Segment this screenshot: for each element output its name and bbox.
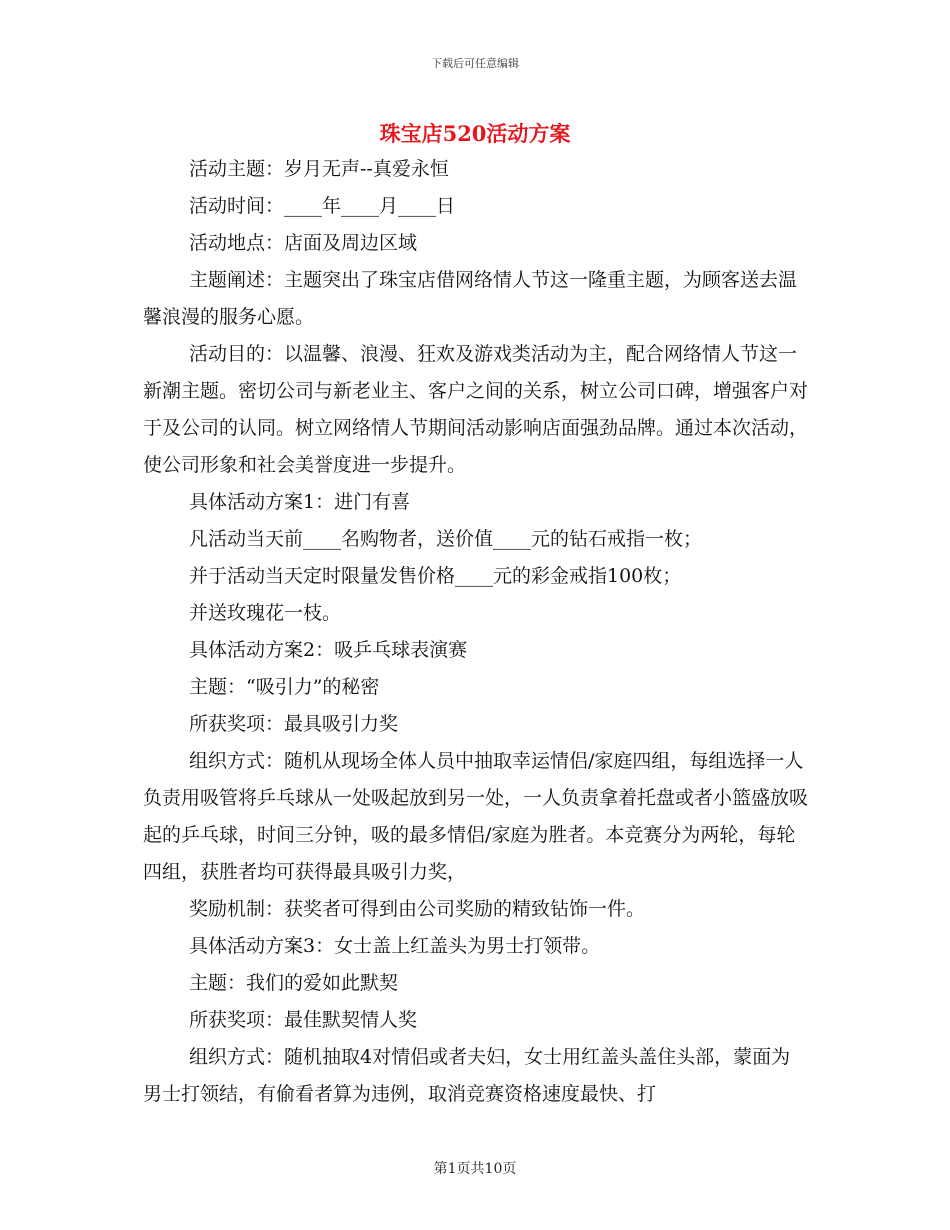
paragraph-plan-3-award: 所获奖项：最佳默契情人奖 bbox=[189, 1009, 418, 1031]
paragraph-plan-1-heading: 具体活动方案1：进门有喜 bbox=[189, 491, 411, 513]
paragraph-plan-2-theme: 主题：“吸引力”的秘密 bbox=[189, 676, 380, 698]
paragraph-plan-2-heading: 具体活动方案2：吸乒乓球表演赛 bbox=[189, 639, 468, 661]
document-title: 珠宝店520活动方案 bbox=[379, 121, 571, 146]
paragraph-plan-1-item-1: 凡活动当天前____名购物者，送价值____元的钻石戒指一枚； bbox=[189, 528, 703, 550]
paragraph-plan-3-method: 组织方式：随机抽取4对情侣或者夫妇，女士用红盖头盖住头部，蒙面为男士打领结，有偷看者算为违例，取消竞赛资格速度最快、打 bbox=[143, 1046, 791, 1105]
paragraph-plan-2-method: 组织方式：随机从现场全体人员中抽取幸运情侣/家庭四组，每组选择一人负责用吸管将乒乓球从一处吸起放到另一处，一人负责拿着托盘或者小篮盛放吸起的乒乓球，时间三分钟，吸的最多情侣/家庭为胜者。本竞赛分为两轮，每轮四组，获胜者均可获得最具吸引力奖， bbox=[143, 750, 809, 883]
page-header: 下载后可任意编辑 bbox=[431, 57, 519, 70]
document-body bbox=[143, 151, 809, 1113]
paragraph-plan-1-item-2: 并于活动当天定时限量发售价格____元的彩金戒指100枚； bbox=[189, 565, 682, 587]
paragraph-theme-description: 主题阐述：主题突出了珠宝店借网络情人节这一隆重主题，为顾客送去温馨浪漫的服务心愿。 bbox=[143, 269, 798, 328]
paragraph-time: 活动时间：____年____月____日 bbox=[189, 195, 456, 217]
page-number: 第1页共10页 bbox=[433, 1161, 517, 1177]
paragraph-plan-1-item-3: 并送玫瑰花一枝。 bbox=[189, 602, 342, 624]
paragraph-plan-3-theme: 主题：我们的爱如此默契 bbox=[189, 972, 399, 994]
paragraph-plan-3-heading: 具体活动方案3：女士盖上红盖头为男士打领带。 bbox=[189, 935, 601, 957]
paragraph-location: 活动地点：店面及周边区域 bbox=[189, 232, 418, 254]
paragraph-plan-2-reward: 奖励机制：获奖者可得到由公司奖励的精致钻饰一件。 bbox=[189, 898, 646, 920]
paragraph-plan-2-award: 所获奖项：最具吸引力奖 bbox=[189, 713, 399, 735]
paragraph-theme: 活动主题：岁月无声--真爱永恒 bbox=[189, 158, 449, 180]
paragraph-purpose: 活动目的：以温馨、浪漫、狂欢及游戏类活动为主，配合网络情人节这一新潮主题。密切公司与新老业主、客户之间的关系，树立公司口碑，增强客户对于及公司的认同。树立网络情人节期间活动影响店面强劲品牌。通过本次活动，使公司形象和社会美誉度进一步提升。 bbox=[143, 343, 809, 476]
